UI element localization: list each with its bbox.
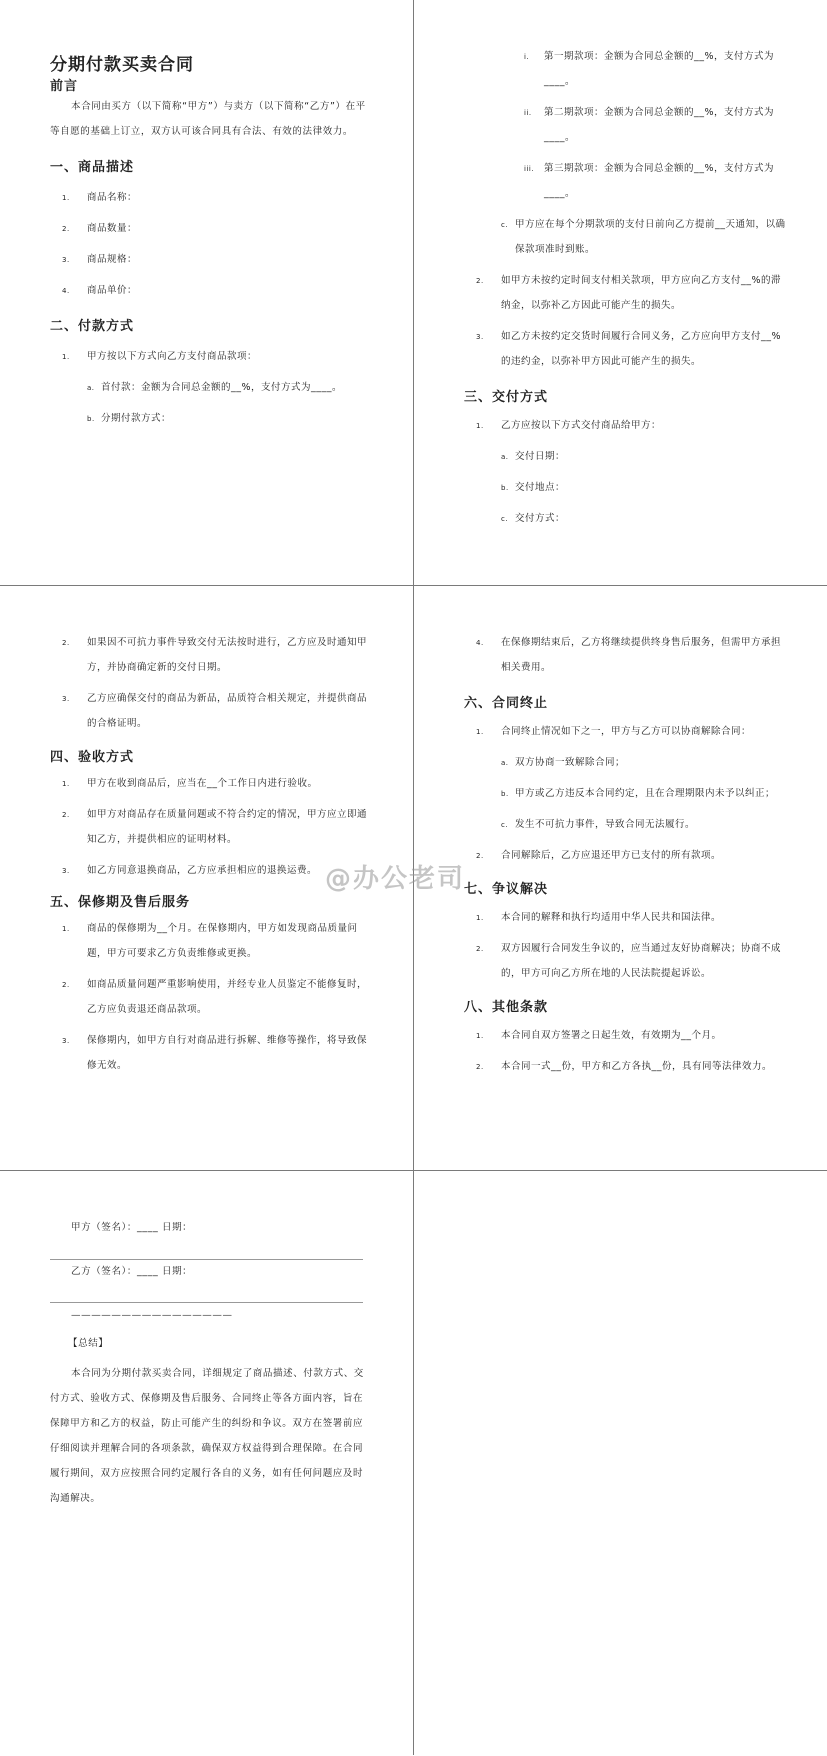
list-number: b. xyxy=(501,790,509,798)
party-a-signature: 甲方（签名）：____ 日期： xyxy=(71,1222,193,1233)
list-number: 4. xyxy=(476,639,484,647)
document-title: 分期付款买卖合同 xyxy=(50,55,194,75)
list-item xyxy=(476,324,787,374)
list-text: 本合同一式__份，甲方和乙方各执__份，具有同等法律效力。 xyxy=(501,1061,773,1072)
list-number: 2. xyxy=(62,639,70,647)
list-number: 2. xyxy=(476,852,484,860)
list-number: 1. xyxy=(62,780,70,788)
list-number: 1. xyxy=(476,422,484,430)
list-number: b. xyxy=(501,484,509,492)
list-number: 2. xyxy=(476,1063,484,1071)
list-number: 2. xyxy=(476,945,484,953)
list-item xyxy=(501,212,787,262)
list-text: 合同终止情况如下之一，甲方与乙方可以协商解除合同： xyxy=(501,726,752,737)
list-item xyxy=(476,413,787,438)
section-3-heading: 三、交付方式 xyxy=(464,390,549,405)
list-text: 商品单价： xyxy=(87,285,138,296)
list-number: 2. xyxy=(476,277,484,285)
list-item xyxy=(62,278,373,303)
list-item xyxy=(501,475,787,500)
list-text: 第一期款项：金额为合同总金额的__%，支付方式为____。 xyxy=(544,51,775,87)
list-text: 本合同自双方签署之日起生效，有效期为__个月。 xyxy=(501,1030,722,1041)
list-number: 2. xyxy=(62,225,70,233)
section-5-heading: 五、保修期及售后服务 xyxy=(50,895,191,910)
list-item xyxy=(62,247,373,272)
list-number: 1. xyxy=(476,1032,484,1040)
list-text: 交付方式： xyxy=(515,513,566,524)
summary-heading: 【总结】 xyxy=(68,1338,109,1349)
list-item xyxy=(62,630,373,680)
list-text: 交付地点： xyxy=(515,482,566,493)
section-8-heading: 八、其他条款 xyxy=(464,1000,549,1015)
list-item xyxy=(524,156,787,206)
list-number: a. xyxy=(501,453,509,461)
list-number: iii. xyxy=(524,165,535,173)
list-text: 商品数量： xyxy=(87,223,138,234)
section-4-heading: 四、验收方式 xyxy=(50,750,135,765)
list-item xyxy=(476,905,787,930)
page-1 xyxy=(0,0,413,585)
list-text: 双方因履行合同发生争议的，应当通过友好协商解决；协商不成的，甲方可向乙方所在地的人民法院提起诉讼。 xyxy=(501,943,782,979)
list-item xyxy=(62,916,373,966)
list-text: 甲方应在每个分期款项的支付日前向乙方提前__天通知，以确保款项准时到账。 xyxy=(515,219,786,255)
list-item xyxy=(501,750,787,775)
list-text: 乙方应按以下方式交付商品给甲方： xyxy=(501,420,662,431)
preface-heading: 前言 xyxy=(50,79,79,94)
section-1-heading: 一、商品描述 xyxy=(50,160,135,175)
list-text: 发生不可抗力事件，导致合同无法履行。 xyxy=(515,819,696,830)
list-number: 1. xyxy=(476,914,484,922)
page-6-blank xyxy=(414,1171,827,1756)
list-text: 商品的保修期为__个月。在保修期内，甲方如发现商品质量问题，甲方可要求乙方负责维修或更换。 xyxy=(87,923,358,959)
list-text: 保修期内，如甲方自行对商品进行拆解、维修等操作，将导致保修无效。 xyxy=(87,1035,368,1071)
list-item xyxy=(476,843,787,868)
party-b-signature: 乙方（签名）：____ 日期： xyxy=(71,1266,193,1277)
page-4 xyxy=(414,586,827,1171)
list-number: b. xyxy=(87,415,95,423)
list-number: 3. xyxy=(476,333,484,341)
list-number: c. xyxy=(501,515,509,523)
list-number: 3. xyxy=(62,867,70,875)
list-number: 3. xyxy=(62,256,70,264)
list-item xyxy=(524,100,787,150)
list-number: c. xyxy=(501,221,509,229)
list-item xyxy=(62,771,373,796)
list-item xyxy=(62,1028,373,1078)
list-item xyxy=(62,344,373,369)
list-number: ii. xyxy=(524,109,532,117)
list-text: 商品规格： xyxy=(87,254,138,265)
summary-text: 本合同为分期付款买卖合同，详细规定了商品描述、付款方式、交付方式、验收方式、保修期及售后服务、合同终止等各方面内容，旨在保障甲方和乙方的权益，防止可能产生的纠纷和争议。双方在签署前应仔细阅读并理解合同的各项条款，确保双方权益得到合理保障。在合同履行期间，双方应按照合同约定履行各自的义务，如有任何问题应及时沟通解决。 xyxy=(50,1368,364,1504)
list-item xyxy=(501,781,787,806)
list-text: 如甲方未按约定时间支付相关款项，甲方应向乙方支付__%的滞纳金，以弥补乙方因此可能产生的损失。 xyxy=(501,275,782,311)
list-text: 第二期款项：金额为合同总金额的__%，支付方式为____。 xyxy=(544,107,775,143)
list-text: 如乙方同意退换商品，乙方应承担相应的退换运费。 xyxy=(87,865,318,876)
list-number: 2. xyxy=(62,981,70,989)
list-text: 甲方按以下方式向乙方支付商品款项： xyxy=(87,351,258,362)
list-item xyxy=(476,1054,787,1079)
page-2 xyxy=(414,0,827,585)
list-number: a. xyxy=(501,759,509,767)
list-text: 如乙方未按约定交货时间履行合同义务，乙方应向甲方支付__%的违约金，以弥补甲方因此可能产生的损失。 xyxy=(501,331,782,367)
list-text: 如甲方对商品存在质量问题或不符合约定的情况，甲方应立即通知乙方，并提供相应的证明材料。 xyxy=(87,809,368,845)
list-text: 分期付款方式： xyxy=(101,413,172,424)
list-item xyxy=(62,686,373,736)
section-2-heading: 二、付款方式 xyxy=(50,319,135,334)
list-text: 甲方在收到商品后，应当在__个工作日内进行验收。 xyxy=(87,778,318,789)
list-item xyxy=(87,375,373,400)
list-number: 4. xyxy=(62,287,70,295)
list-text: 如果因不可抗力事件导致交付无法按时进行，乙方应及时通知甲方，并协商确定新的交付日期。 xyxy=(87,637,368,673)
list-item xyxy=(476,630,787,680)
list-item xyxy=(62,802,373,852)
list-text: 本合同的解释和执行均适用中华人民共和国法律。 xyxy=(501,912,722,923)
list-item xyxy=(476,1023,787,1048)
watermark: @办公老司 xyxy=(325,864,466,894)
list-item xyxy=(62,185,373,210)
list-text: 商品名称： xyxy=(87,192,138,203)
list-item xyxy=(476,719,787,744)
list-item xyxy=(476,268,787,318)
section-6-heading: 六、合同终止 xyxy=(464,696,549,711)
list-text: 双方协商一致解除合同； xyxy=(515,757,626,768)
list-number: c. xyxy=(501,821,509,829)
list-number: a. xyxy=(87,384,95,392)
list-item xyxy=(501,506,787,531)
list-item xyxy=(62,216,373,241)
list-text: 在保修期结束后，乙方将继续提供终身售后服务，但需甲方承担相关费用。 xyxy=(501,637,782,673)
list-text: 如商品质量问题严重影响使用，并经专业人员鉴定不能修复时，乙方应负责退还商品款项。 xyxy=(87,979,368,1015)
list-text: 合同解除后，乙方应退还甲方已支付的所有款项。 xyxy=(501,850,722,861)
list-number: 3. xyxy=(62,1037,70,1045)
list-item xyxy=(524,44,787,94)
list-number: 1. xyxy=(62,194,70,202)
divider-dashes: ———————————————— xyxy=(71,1310,233,1321)
page-5 xyxy=(0,1171,413,1756)
list-item xyxy=(62,972,373,1022)
list-text: 交付日期： xyxy=(515,451,566,462)
list-item xyxy=(87,406,373,431)
list-number: 2. xyxy=(62,811,70,819)
list-number: 1. xyxy=(62,925,70,933)
list-number: 3. xyxy=(62,695,70,703)
list-item xyxy=(501,444,787,469)
list-text: 甲方或乙方违反本合同约定，且在合理期限内未予以纠正； xyxy=(515,788,776,799)
list-item xyxy=(476,936,787,986)
list-text: 第三期款项：金额为合同总金额的__%，支付方式为____。 xyxy=(544,163,775,199)
list-text: 首付款：金额为合同总金额的__%，支付方式为____。 xyxy=(101,382,343,393)
list-item xyxy=(501,812,787,837)
list-number: 1. xyxy=(476,728,484,736)
list-number: i. xyxy=(524,53,530,61)
list-text: 乙方应确保交付的商品为新品，品质符合相关规定，并提供商品的合格证明。 xyxy=(87,693,368,729)
preface-text: 本合同由买方（以下简称“甲方”）与卖方（以下简称“乙方”）在平等自愿的基础上订立，双方认可该合同具有合法、有效的法律效力。 xyxy=(50,101,366,137)
section-7-heading: 七、争议解决 xyxy=(464,882,549,897)
list-number: 1. xyxy=(62,353,70,361)
